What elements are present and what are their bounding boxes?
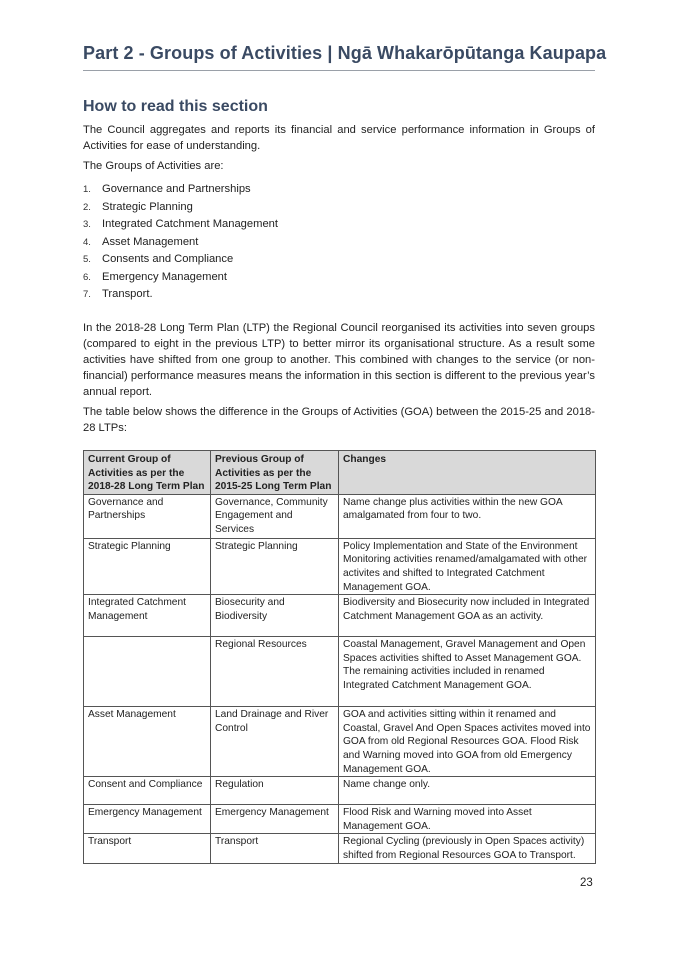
list-item: 6. Emergency Management	[83, 270, 227, 283]
list-item: 5. Consents and Compliance	[83, 253, 234, 265]
cell-changes: Flood Risk and Warning moved into Asset Management GOA.	[339, 805, 596, 834]
cell-current: Asset Management	[84, 707, 211, 777]
header-previous-goa: Previous Group of Activities as per the 2015-25 Long Term Plan	[211, 451, 339, 495]
intro-paragraph: The Council aggregates and reports its financial and service performance information in Groups of Activities for ease of understanding.	[83, 124, 595, 152]
cell-previous: Emergency Management	[211, 805, 339, 834]
cell-current: Governance and Partnerships	[84, 494, 211, 538]
cell-changes: Coastal Management, Gravel Management and Open Spaces activities shifted to Asset Management GOA. The remaining activities included in renamed Integrated Catchment Management GOA.	[339, 637, 596, 707]
header-divider	[83, 70, 595, 71]
cell-changes: Regional Cycling (previously in Open Spaces activity) shifted from Regional Resources GOA to Transport.	[339, 834, 596, 863]
list-intro: The Groups of Activities are:	[83, 160, 224, 172]
page-number: 23	[580, 877, 593, 889]
header-current-goa: Current Group of Activities as per the 2018-28 Long Term Plan	[84, 451, 211, 495]
cell-current: Transport	[84, 834, 211, 863]
header-changes: Changes	[339, 451, 596, 495]
cell-previous: Land Drainage and River Control	[211, 707, 339, 777]
goa-comparison-table	[83, 450, 596, 864]
table-header-row	[84, 451, 596, 495]
table-row	[84, 707, 596, 777]
section-heading: How to read this section	[83, 98, 268, 115]
cell-previous: Regulation	[211, 777, 339, 805]
cell-previous: Strategic Planning	[211, 538, 339, 594]
cell-current	[84, 637, 211, 707]
cell-current: Consent and Compliance	[84, 777, 211, 805]
list-item: 7. Transport.	[83, 288, 153, 300]
cell-current: Integrated Catchment Management	[84, 595, 211, 637]
list-item: 3. Integrated Catchment Management	[83, 218, 278, 230]
table-row	[84, 805, 596, 834]
cell-changes: Name change only.	[339, 777, 596, 805]
list-item: 2. Strategic Planning	[83, 200, 193, 213]
table-row	[84, 637, 596, 707]
page-header-title: Part 2 - Groups of Activities | Ngā Whakarōpūtanga Kaupapa	[83, 43, 607, 63]
cell-previous: Regional Resources	[211, 637, 339, 707]
table-row	[84, 834, 596, 863]
groups-list	[83, 181, 278, 304]
cell-current: Emergency Management	[84, 805, 211, 834]
table-intro-paragraph: The table below shows the difference in the Groups of Activities (GOA) between the 2015-25 and 2018-28 LTPs:	[83, 406, 595, 434]
table-row	[84, 494, 596, 538]
cell-changes: Policy Implementation and State of the Environment Monitoring activities renamed/amalgamated with other activites and shifted to Integrated Catchment Management GOA.	[339, 538, 596, 594]
ltp-paragraph: In the 2018-28 Long Term Plan (LTP) the Regional Council reorganised its activities into seven groups (compared to eight in the previous LTP) to better mirror its organisational structure. As a result some activities have shifted from one group to another. This combined with changes to the service (or non-financial) performance measures means the information in this section is different to the previous year’s annual report.	[83, 322, 595, 398]
table-row	[84, 538, 596, 594]
cell-changes: Biodiversity and Biosecurity now included in Integrated Catchment Management GOA as an activity.	[339, 595, 596, 637]
table-row	[84, 777, 596, 805]
cell-previous: Transport	[211, 834, 339, 863]
cell-previous: Governance, Community Engagement and Services	[211, 494, 339, 538]
list-item: 1. Governance and Partnerships	[83, 183, 251, 195]
cell-current: Strategic Planning	[84, 538, 211, 594]
cell-changes: GOA and activities sitting within it renamed and Coastal, Gravel And Open Spaces activites moved into GOA from old Regional Resources GOA. Flood Risk and Warning moved into GOA from old Emergency Management GOA.	[339, 707, 596, 777]
cell-previous: Biosecurity and Biodiversity	[211, 595, 339, 637]
cell-changes: Name change plus activities within the new GOA amalgamated from four to two.	[339, 494, 596, 538]
table-row	[84, 595, 596, 637]
list-item: 4. Asset Management	[83, 235, 199, 248]
